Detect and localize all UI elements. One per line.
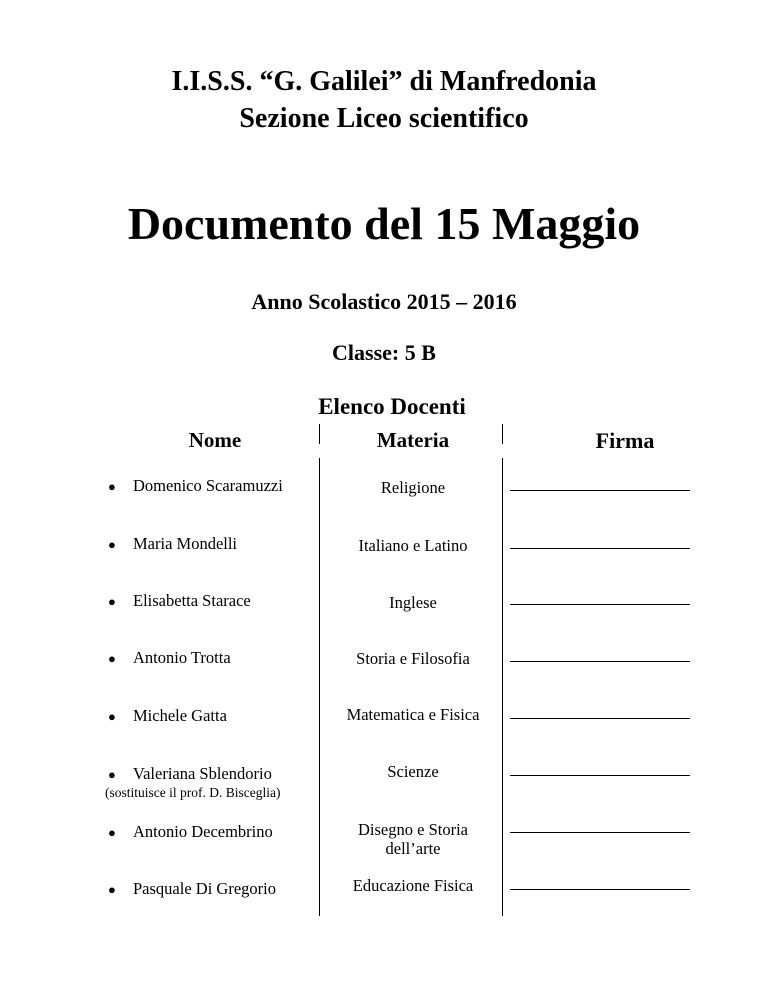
teacher-subject: Disegno e Storia	[358, 820, 468, 839]
bullet-icon: ●	[108, 882, 116, 897]
signature-line[interactable]	[510, 490, 690, 491]
bullet-icon: ●	[108, 479, 116, 494]
signature-line[interactable]	[510, 889, 690, 890]
teacher-subject: Religione	[380, 478, 446, 497]
school-section: Sezione Liceo scientifico	[239, 103, 529, 134]
class-label: Classe: 5 B	[332, 340, 436, 365]
teacher-name: Pasquale Di Gregorio	[133, 879, 276, 898]
teacher-name: Antonio Decembrino	[133, 822, 273, 841]
signature-line[interactable]	[510, 548, 690, 549]
teacher-name: Elisabetta Starace	[133, 591, 251, 610]
signature-line[interactable]	[510, 775, 690, 776]
teacher-subject: Educazione Fisica	[352, 876, 474, 895]
bullet-icon: ●	[108, 594, 116, 609]
teacher-subject: Scienze	[387, 762, 439, 781]
teacher-name: Valeriana Sblendorio	[133, 764, 272, 783]
signature-line[interactable]	[510, 661, 690, 662]
bullet-icon: ●	[108, 537, 116, 552]
teacher-subject-line2: dell’arte	[385, 839, 441, 858]
bullet-icon: ●	[108, 825, 116, 840]
teacher-name: Antonio Trotta	[133, 648, 231, 667]
teacher-subject: Matematica e Fisica	[346, 705, 480, 724]
bullet-icon: ●	[108, 709, 116, 724]
teacher-substitution-note: (sostituisce il prof. D. Bisceglia)	[105, 785, 281, 800]
school-year: Anno Scolastico 2015 – 2016	[251, 289, 517, 314]
signature-line[interactable]	[510, 604, 690, 605]
school-name: I.I.S.S. “G. Galilei” di Manfredonia	[171, 66, 597, 97]
teacher-name: Michele Gatta	[133, 706, 227, 725]
teacher-subject: Inglese	[389, 593, 437, 612]
teacher-name: Maria Mondelli	[133, 534, 238, 553]
column-header-subject: Materia	[376, 428, 450, 452]
teacher-name: Domenico Scaramuzzi	[133, 476, 283, 495]
column-header-name: Nome	[188, 428, 242, 452]
document-title: Documento del 15 Maggio	[127, 198, 641, 249]
teacher-subject: Storia e Filosofia	[356, 649, 470, 668]
signature-line[interactable]	[510, 718, 690, 719]
column-header-signature: Firma	[595, 428, 655, 453]
signature-line[interactable]	[510, 832, 690, 833]
teacher-subject: Italiano e Latino	[358, 536, 468, 555]
bullet-icon: ●	[108, 767, 116, 782]
bullet-icon: ●	[108, 651, 116, 666]
teacher-list-title: Elenco Docenti	[318, 394, 466, 419]
column-divider-right	[502, 424, 503, 444]
column-divider-left	[319, 424, 320, 444]
